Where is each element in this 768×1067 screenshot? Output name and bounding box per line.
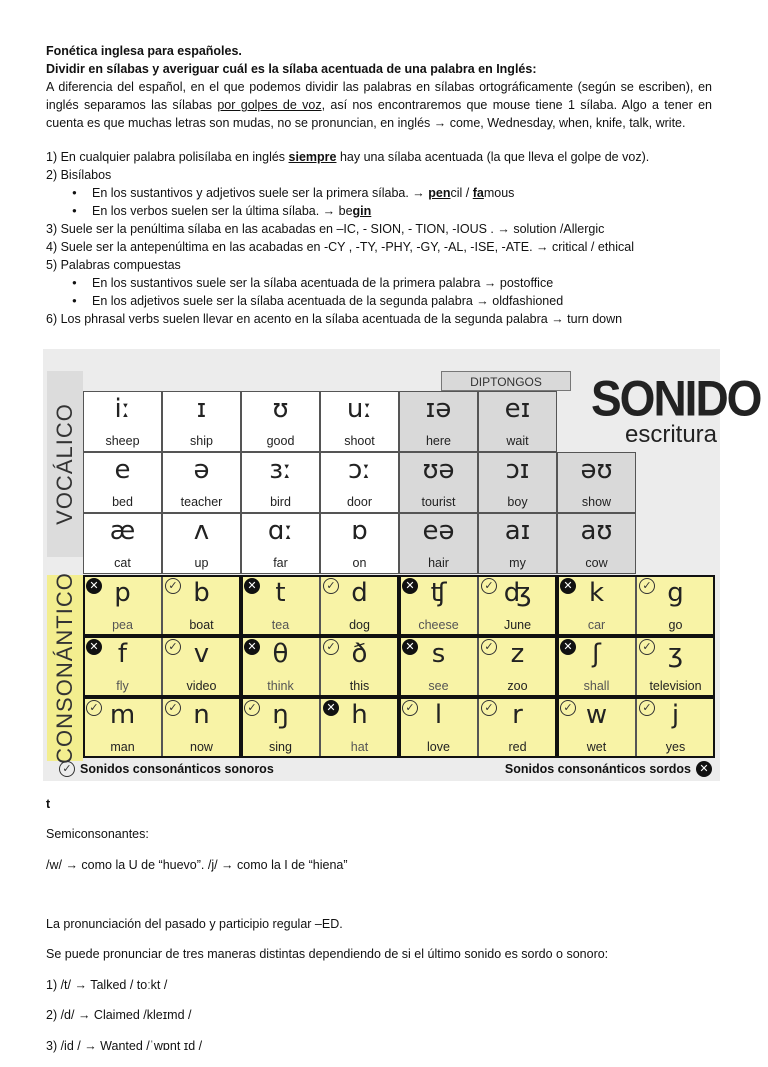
check-icon: ✓ <box>481 700 497 716</box>
phoneme-symbol: ɪ <box>196 394 207 424</box>
doc-subtitle: Dividir en sílabas y averiguar cuál es la sílaba acentuada de una palabra en Inglés: <box>46 62 537 76</box>
cross-icon: ✕ <box>323 700 339 716</box>
cross-icon: ✕ <box>244 639 260 655</box>
check-icon: ✓ <box>481 639 497 655</box>
check-icon: ✓ <box>639 639 655 655</box>
consonant-pair-box <box>399 575 557 636</box>
check-icon: ✓ <box>165 639 181 655</box>
check-icon: ✓ <box>323 639 339 655</box>
rule-2-bullet-2: ● En los verbos suelen ser la última sílaba. → begin <box>92 202 712 220</box>
phoneme-symbol: ð <box>351 639 368 669</box>
rule-6: 6) Los phrasal verbs suelen llevar en acento en la sílaba acentuada de la segunda palabra → turn down <box>46 312 623 326</box>
example-word: go <box>668 618 683 632</box>
example-word: love <box>427 740 450 754</box>
vowel-cell <box>241 391 320 452</box>
consonant-pair-box <box>399 697 557 758</box>
rule-5: 5) Palabras compuestas <box>46 258 181 272</box>
ed-item-2: 2) /d/ → Claimed /kleɪmd / <box>46 1008 192 1022</box>
semi-text: /w/ → como la U de “huevo”. /j/ → como la I de “hiena” <box>46 857 348 872</box>
check-icon: ✓ <box>639 700 655 716</box>
diphthong-cell <box>557 513 636 574</box>
phoneme-symbol: g <box>667 578 684 608</box>
phoneme-symbol: ɪə <box>425 394 452 424</box>
phoneme-symbol: l <box>434 700 443 730</box>
check-icon: ✓ <box>59 761 75 777</box>
check-icon: ✓ <box>244 700 260 716</box>
example-word: my <box>509 556 526 570</box>
vowel-cell <box>241 513 320 574</box>
consonant-pair-box <box>241 697 399 758</box>
example-word: cheese <box>418 618 459 632</box>
phoneme-symbol: aʊ <box>580 516 613 546</box>
example-word: red <box>508 740 527 754</box>
cross-icon: ✕ <box>560 578 576 594</box>
brand-subtitle: escritura <box>624 421 718 448</box>
example-word: shoot <box>344 434 375 448</box>
example-word: television <box>649 679 702 693</box>
diphthong-header: DIPTONGOS <box>441 371 571 391</box>
consonant-pair-box <box>83 697 241 758</box>
cross-icon: ✕ <box>402 578 418 594</box>
example-word: bed <box>112 495 133 509</box>
rule-3: 3) Suele ser la penúltima sílaba en las acabadas en –IC, - SION, - TION, -IOUS . → solution /Allergic <box>46 222 605 236</box>
example-word: fly <box>116 679 129 693</box>
example-word: car <box>587 618 606 632</box>
example-word: up <box>194 556 209 570</box>
phoneme-symbol: ɜː <box>269 455 292 485</box>
example-word: hat <box>350 740 369 754</box>
vowel-side-label: VOCÁLICO <box>47 371 83 557</box>
example-word: man <box>110 740 135 754</box>
legend-voiced: ✓ Sonidos consonánticos sonoros <box>59 761 274 777</box>
example-word: good <box>266 434 295 448</box>
vowel-cell <box>320 452 399 513</box>
doc-title: Fonética inglesa para españoles. <box>46 44 242 58</box>
diphthong-cell <box>478 513 557 574</box>
ed-title: La pronunciación del pasado y participio regular –ED. <box>46 916 343 931</box>
example-word: now <box>190 740 213 754</box>
ed-text: Se puede pronunciar de tres maneras distintas dependiendo de si el último sonido es sordo o sonoro: <box>46 947 609 961</box>
example-word: door <box>346 495 373 509</box>
example-word: shall <box>583 679 610 693</box>
example-word: far <box>273 556 288 570</box>
consonant-pair-box <box>241 636 399 697</box>
vowel-cell <box>83 391 162 452</box>
document-body <box>46 42 712 328</box>
phoneme-symbol: iː <box>114 394 131 424</box>
ed-item-3: 3) /id / → Wanted /ˈwɒnt ɪd / <box>46 1038 203 1053</box>
example-word: zoo <box>507 679 528 693</box>
example-word: ship <box>190 434 213 448</box>
phoneme-symbol: ɑː <box>267 516 294 546</box>
stray-t: t <box>46 796 51 811</box>
example-word: June <box>503 618 532 632</box>
diphthong-cell <box>478 452 557 513</box>
vowel-cell <box>241 452 320 513</box>
example-word: wet <box>586 740 607 754</box>
diphthong-cell <box>478 391 557 452</box>
phoneme-symbol: ʌ <box>193 516 210 546</box>
phoneme-symbol: æ <box>109 516 136 546</box>
phoneme-symbol: ə <box>193 455 210 485</box>
diphthong-cell <box>399 391 478 452</box>
example-word: boat <box>189 618 214 632</box>
phoneme-symbol: s <box>431 639 446 669</box>
phoneme-symbol: b <box>193 578 210 608</box>
phoneme-symbol: aɪ <box>504 516 531 546</box>
cross-icon: ✕ <box>86 639 102 655</box>
legend-voiceless: Sonidos consonánticos sordos ✕ <box>505 761 712 777</box>
phoneme-symbol: eə <box>422 516 455 546</box>
example-word: tea <box>271 618 290 632</box>
example-word: bird <box>270 495 291 509</box>
phoneme-symbol: p <box>114 578 131 608</box>
rule-1: 1) En cualquier palabra polisílaba en inglés siempre hay una sílaba acentuada (la que lleva el golpe de voz). <box>46 150 650 164</box>
consonant-pair-box <box>557 575 715 636</box>
ed-item-1: 1) /t/ → Talked / toːkt / <box>46 977 168 992</box>
phoneme-symbol: d <box>351 578 368 608</box>
cross-icon: ✕ <box>696 761 712 777</box>
phoneme-symbol: ʊ <box>272 394 289 424</box>
phoneme-symbol: əʊ <box>580 455 613 485</box>
phoneme-symbol: uː <box>346 394 373 424</box>
example-word: cow <box>585 556 608 570</box>
vowel-cell <box>320 513 399 574</box>
diphthong-cell <box>399 452 478 513</box>
vowel-cell <box>162 391 241 452</box>
phoneme-symbol: ʧ <box>430 578 447 608</box>
rule-5-bullet-2: ● En los adjetivos suele ser la sílaba acentuada de la segunda palabra → oldfashioned <box>92 292 712 310</box>
rule-4: 4) Suele ser la antepenúltima en las acabadas en -CY , -TY, -PHY, -GY, -AL, -ISE, -ATE. → critical / ethical <box>46 240 634 254</box>
example-word: sheep <box>105 434 140 448</box>
consonant-side-label: CONSONÁNTICO <box>47 575 83 761</box>
example-word: boy <box>507 495 528 509</box>
example-word: yes <box>665 740 686 754</box>
example-word: sing <box>269 740 292 754</box>
semi-title: Semiconsonantes: <box>46 827 149 841</box>
example-word: dog <box>349 618 370 632</box>
vowel-cell <box>83 513 162 574</box>
check-icon: ✓ <box>481 578 497 594</box>
phoneme-symbol: ʃ <box>592 639 601 669</box>
phoneme-symbol: t <box>275 578 286 608</box>
phoneme-symbol: n <box>193 700 210 730</box>
example-word: show <box>581 495 612 509</box>
example-word: think <box>267 679 294 693</box>
phoneme-symbol: w <box>585 700 608 730</box>
example-word: on <box>352 556 367 570</box>
check-icon: ✓ <box>402 700 418 716</box>
rule-2: 2) Bisílabos <box>46 168 112 182</box>
check-icon: ✓ <box>165 578 181 594</box>
example-word: here <box>425 434 452 448</box>
phoneme-symbol: θ <box>272 639 289 669</box>
phoneme-symbol: ʤ <box>503 578 532 608</box>
phoneme-symbol: m <box>109 700 136 730</box>
phoneme-symbol: r <box>512 700 523 730</box>
brand-title: SONIDO <box>591 369 761 427</box>
cross-icon: ✕ <box>86 578 102 594</box>
consonant-pair-box <box>83 636 241 697</box>
diphthong-cell <box>557 452 636 513</box>
check-icon: ✓ <box>639 578 655 594</box>
consonant-pair-box <box>557 636 715 697</box>
check-icon: ✓ <box>86 700 102 716</box>
phoneme-symbol: ʒ <box>667 639 684 669</box>
vowel-cell <box>320 391 399 452</box>
phoneme-symbol: ŋ <box>272 700 289 730</box>
consonant-pair-box <box>83 575 241 636</box>
check-icon: ✓ <box>323 578 339 594</box>
phonetic-chart <box>43 349 761 781</box>
cross-icon: ✕ <box>560 639 576 655</box>
phoneme-symbol: ɔː <box>347 455 372 485</box>
example-word: hair <box>428 556 449 570</box>
phoneme-symbol: k <box>588 578 605 608</box>
vowel-cell <box>83 452 162 513</box>
example-word: wait <box>506 434 529 448</box>
rule-2-bullet-1: ● En los sustantivos y adjetivos suele ser la primera sílaba. → pencil / famous <box>92 184 712 202</box>
cross-icon: ✕ <box>402 639 418 655</box>
rule-5-bullet-1: ● En los sustantivos suele ser la sílaba acentuada de la primera palabra → postoffice <box>92 274 712 292</box>
example-word: cat <box>114 556 131 570</box>
example-word: see <box>428 679 449 693</box>
phoneme-symbol: ɔɪ <box>505 455 530 485</box>
phoneme-symbol: v <box>193 639 210 669</box>
phoneme-symbol: ɒ <box>351 516 368 546</box>
consonant-pair-box <box>557 697 715 758</box>
consonant-pair-box <box>241 575 399 636</box>
consonant-pair-box <box>399 636 557 697</box>
phoneme-symbol: e <box>114 455 131 485</box>
diphthong-cell <box>399 513 478 574</box>
vowel-cell <box>162 513 241 574</box>
phoneme-symbol: z <box>510 639 525 669</box>
example-word: tourist <box>421 495 456 509</box>
example-word: teacher <box>180 495 223 509</box>
vowel-cell <box>162 452 241 513</box>
phoneme-symbol: h <box>351 700 368 730</box>
cross-icon: ✕ <box>244 578 260 594</box>
intro-paragraph: A diferencia del español, en el que podemos dividir las palabras en sílabas ortográficamente (según se escriben), en inglés separamos las sílabas por golpes de voz, así nos encontraremos que mouse tiene 1 sílaba. Algo a tener en cuenta es que muchas letras son mudas, no se pronuncian, en inglés → come, Wednesday, when, knife, talk, write. <box>46 80 712 130</box>
phoneme-symbol: eɪ <box>504 394 531 424</box>
phoneme-symbol: ʊə <box>422 455 455 485</box>
example-word: this <box>349 679 370 693</box>
phoneme-symbol: f <box>117 639 128 669</box>
after-chart-text <box>46 782 712 1067</box>
example-word: pea <box>112 618 133 632</box>
check-icon: ✓ <box>560 700 576 716</box>
phoneme-symbol: j <box>671 700 680 730</box>
example-word: video <box>186 679 217 693</box>
check-icon: ✓ <box>165 700 181 716</box>
